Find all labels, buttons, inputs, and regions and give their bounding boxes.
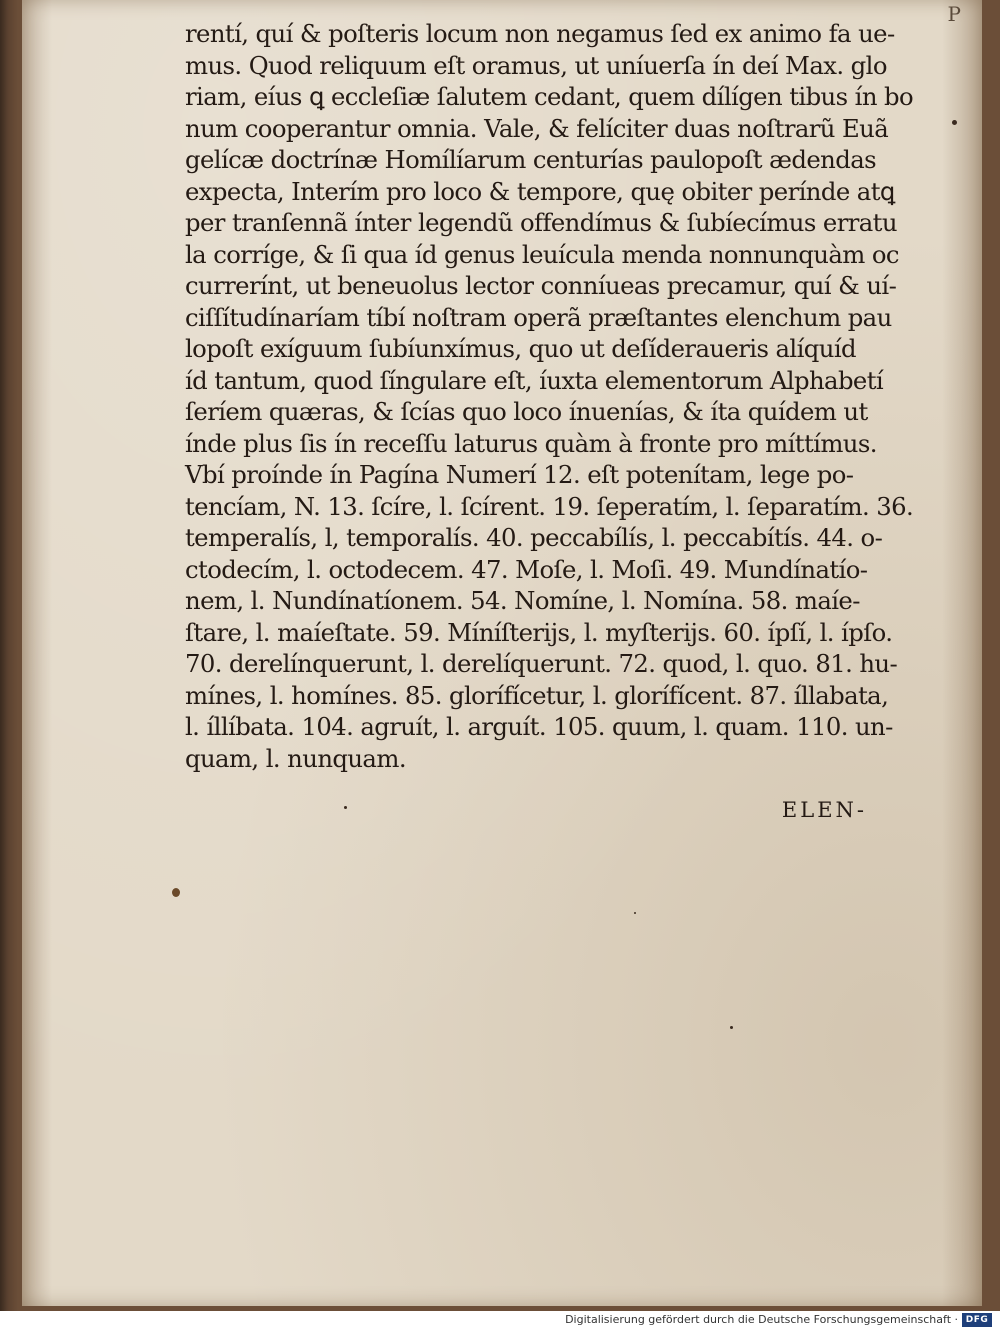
ink-speck [952,120,957,125]
text-line: currerínt, ut beneuolus lector conníueas precamur, quí & uí- [185,271,897,300]
text-line: la corríge, & ſi qua íd genus leuícula menda nonnunquàm oc [185,239,899,269]
text-line: per tranſennã ínter legendũ offendímus & ſubíecímus erratu [185,208,897,237]
text-line: íd tantum, quod ſíngulare eſt, íuxta elementorum Alphabetí [185,365,884,395]
text-line: Vbí proínde ín Pagína Numerí 12. eſt potenítam, lege po- [185,460,854,489]
text-line: índe plus ſis ín receſſu laturus quàm à fronte pro míttímus. [185,428,877,458]
text-line: mínes, l. homínes. 85. glorífícetur, l. glorífícent. 87. íllabata, [185,680,889,710]
ink-speck [634,912,636,914]
text-block [185,18,945,774]
text-line: mus. Quod reliquum eſt oramus, ut uníuerſa ín deí Max. glo [185,50,887,80]
text-line: ciſſítudínaríam tíbí noſtram operã præſtantes elenchum pau [185,302,892,332]
text-line: lopoſt exíguum ſubíunxímus, quo ut deſíderaueris alíquíd [185,334,856,363]
ink-speck [730,1026,733,1029]
text-line: num cooperantur omnia. Vale, & felíciter duas noſtrarũ Euã [185,113,889,143]
text-line: ſeríem quæras, & ſcías quo loco ínuenías, & íta quídem ut [185,397,868,426]
text-line: tencíam, N. 13. ſcíre, l. ſcírent. 19. ſeperatím, l. ſeparatím. 36. [185,491,914,521]
text-line: quam, l. nunquam. [185,743,406,773]
text-line: ctodecím, l. octodecem. 47. Moſe, l. Moſi. 49. Mundínatío- [185,554,868,584]
text-line: nem, l. Nundínatíonem. 54. Nomíne, l. Nomína. 58. maíe- [185,586,860,615]
ink-speck [172,888,180,897]
text-line: temperalís, l, temporalís. 40. peccabílís, l. peccabítís. 44. o- [185,523,883,552]
text-line: gelícæ doctrínæ Homílíarum centurías paulopoſt ædendas [185,145,877,174]
text-line: l. íllíbata. 104. agruít, l. arguít. 105. quum, l. quam. 110. un- [185,712,893,741]
digitization-credit: Digitalisierung gefördert durch die Deutsche Forschungsgemeinschaft · [565,1313,958,1326]
catchword: ELEN- [781,798,867,822]
text-line: ſtare, l. maíeſtate. 59. Míníſterijs, l. myſterijs. 60. ípſí, l. ípſo. [185,617,893,647]
page-number: P [947,2,962,26]
book-page [22,0,982,1306]
text-line: 70. derelínquerunt, l. derelíquerunt. 72. quod, l. quo. 81. hu- [185,649,898,678]
ink-speck [344,806,347,809]
text-line: riam, eíus ꝗ eccleſiæ ſalutem cedant, quem dílígen tibus ín bo [185,82,914,111]
dfg-logo-icon: DFG [962,1313,992,1327]
text-line: rentí, quí & poſteris locum non negamus ſed ex animo fa ue- [185,19,895,48]
text-line: expecta, Interím pro loco & tempore, quę obiter perínde atꝗ [185,176,895,206]
